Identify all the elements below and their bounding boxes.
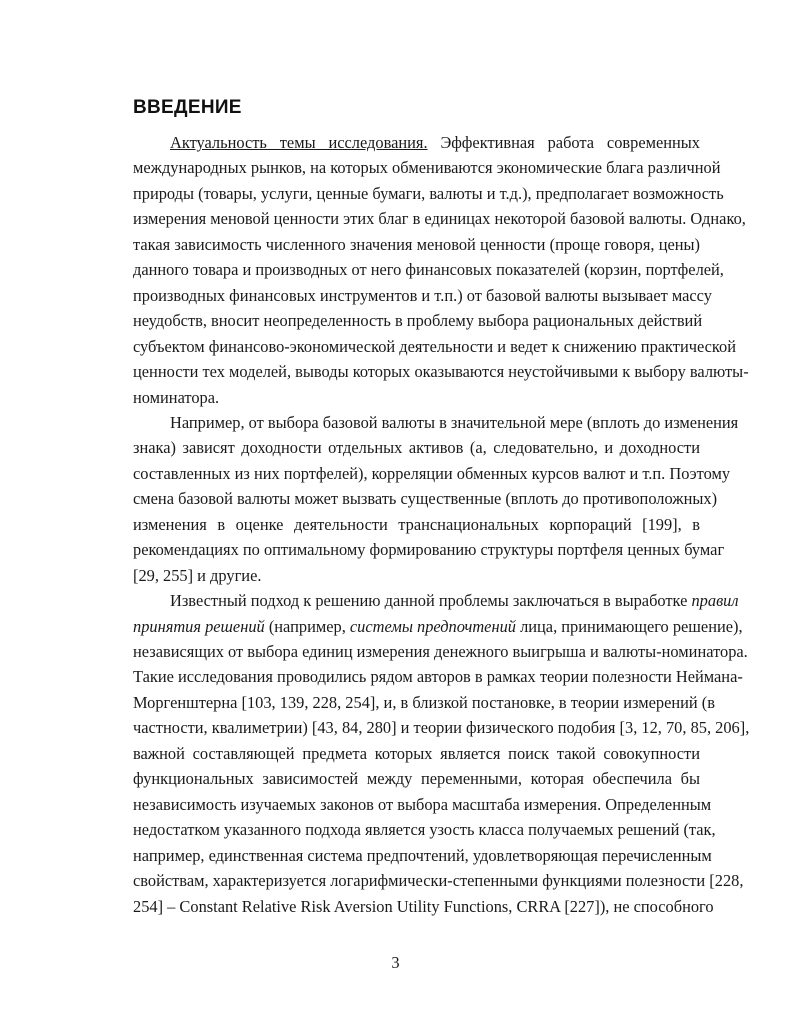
text-line	[133, 463, 731, 484]
text-line	[133, 388, 700, 408]
text-segment: знака) зависят доходности отдельных активов (а, следовательно, и доходности	[133, 438, 700, 458]
text-segment: изменения в оценке деятельности транснациональных корпораций [199], в	[133, 514, 700, 534]
text-segment: ценности тех моделей, выводы которых оказываются неустойчивыми к выбору валюты-	[133, 362, 749, 382]
text-line	[170, 591, 739, 611]
text-line	[133, 566, 700, 586]
text-line	[133, 209, 746, 229]
text-line	[133, 744, 700, 764]
text-line	[133, 235, 700, 255]
text-line	[133, 794, 712, 815]
text-line	[133, 820, 716, 840]
text-line	[133, 285, 712, 306]
text-line	[133, 515, 700, 535]
text-line	[170, 133, 700, 153]
text-segment: номинатора.	[133, 387, 220, 407]
text-line	[133, 718, 750, 738]
text-line	[133, 667, 743, 687]
text-segment: такая зависимость численного значения меновой ценности (проще говоря, цены)	[133, 234, 700, 254]
text-line	[133, 260, 724, 280]
text-line	[133, 769, 700, 789]
text-line	[133, 616, 743, 637]
text-segment: например, единственная система предпочтений, удовлетворяющая перечисленным	[133, 845, 712, 865]
underlined-text: Актуальность темы исследования.	[170, 133, 428, 152]
text-segment: субъектом финансово-экономической деятельности и ведет к снижению практической	[133, 336, 737, 356]
text-line	[133, 362, 749, 382]
text-line	[133, 896, 714, 917]
text-segment: неудобств, вносит неопределенность в проблему выбора рациональных действий	[133, 311, 703, 331]
page-number: 3	[391, 953, 400, 972]
text-segment: 254] – Constant Relative Risk Aversion Utility Functions, CRRA [227]), не способного	[133, 896, 714, 916]
section-heading: ВВЕДЕНИЕ	[133, 97, 242, 118]
text-segment: производных финансовых инструментов и т.п.) от базовой валюты вызывает массу	[133, 285, 712, 305]
text-line	[133, 871, 744, 891]
text-segment: важной составляющей предмета которых является поиск такой совокупности	[133, 743, 700, 763]
text-line	[133, 336, 737, 357]
text-segment: составленных из них портфелей), корреляции обменных курсов валют и т.п. Поэтому	[133, 463, 731, 483]
italic-text: принятия решений	[133, 616, 265, 636]
text-line	[133, 158, 721, 178]
text-segment: лица, принимающего решение),	[515, 616, 743, 636]
text-line	[133, 311, 703, 331]
text-line	[133, 540, 725, 560]
text-segment: функциональных зависимостей между переменными, которая обеспечила бы	[133, 769, 700, 789]
text-segment: Например, от выбора базовой валюты в значительной мере (вплоть до изменения	[170, 412, 739, 432]
text-segment: смена базовой валюты может вызвать существенные (вплоть до противоположных)	[133, 489, 718, 509]
text-segment: независящих от выбора единиц измерения денежного выигрыша и валюты-номинатора.	[133, 642, 748, 661]
text-line	[133, 642, 748, 662]
italic-text: системы предпочтений	[349, 616, 516, 636]
text-segment: Эффективная работа современных	[427, 133, 700, 152]
text-line	[170, 412, 739, 433]
text-segment: [29, 255] и другие.	[133, 565, 262, 585]
text-segment: Моргенштерна [103, 139, 228, 254], и, в близкой постановке, в теории измерений (в	[133, 692, 715, 712]
text-segment: измерения меновой ценности этих благ в единицах некоторой базовой валюты. Однако,	[133, 209, 746, 229]
italic-text: правил	[691, 591, 739, 611]
text-segment: природы (товары, услуги, ценные бумаги, валюты и т.д.), предполагает возможность	[133, 183, 724, 203]
text-segment: (например,	[264, 616, 350, 636]
text-segment: рекомендациях по оптимальному формированию структуры портфеля ценных бумаг	[133, 540, 725, 560]
text-segment: частности, квалиметрии) [43, 84, 280] и теории физического подобия [3, 12, 70, 85, 206],	[133, 718, 750, 738]
text-segment: Такие исследования проводились рядом авторов в рамках теории полезности Неймана-	[133, 667, 743, 687]
text-line	[133, 489, 718, 509]
text-line	[133, 692, 715, 713]
text-segment: международных рынков, на которых обмениваются экономические блага различной	[133, 158, 721, 178]
text-segment: свойствам, характеризуется логарифмически-степенными функциями полезности [228,	[133, 871, 744, 891]
text-line	[133, 438, 700, 458]
text-segment: данного товара и производных от него финансовых показателей (корзин, портфелей,	[133, 260, 724, 280]
text-line	[133, 183, 724, 204]
text-segment: недостатком указанного подхода является узость класса получаемых решений (так,	[133, 820, 716, 840]
text-segment: Известный подход к решению данной проблемы заключаться в выработке	[170, 591, 692, 611]
text-line	[133, 845, 712, 866]
text-segment: независимость изучаемых законов от выбора масштаба измерения. Определенным	[133, 794, 712, 814]
